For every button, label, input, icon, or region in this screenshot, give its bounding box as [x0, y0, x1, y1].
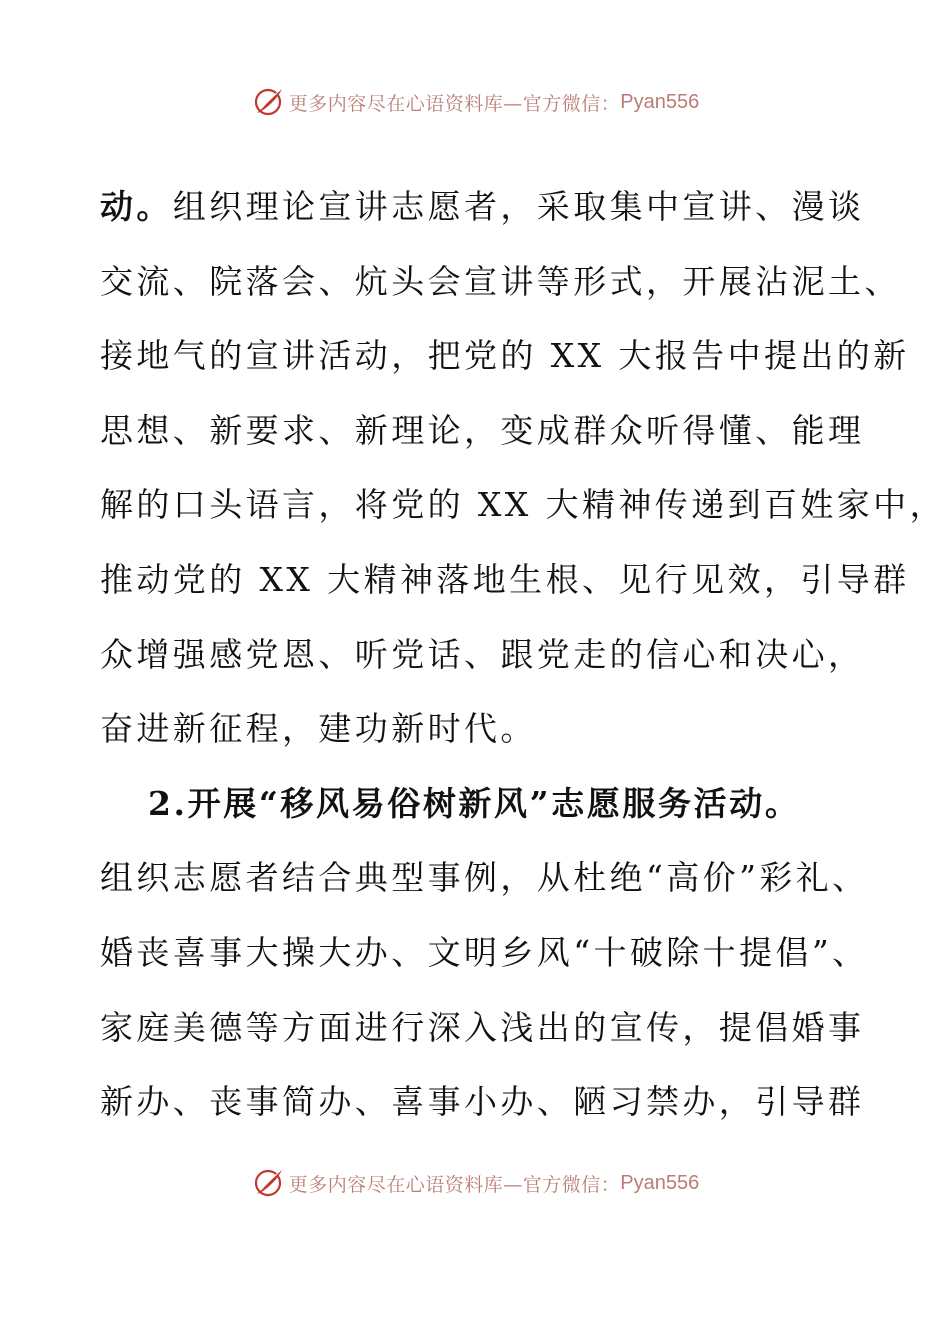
- text-line: 推动党的 XX 大精神落地生根、见行见效，引导群: [100, 559, 910, 599]
- watermark-wechat-id: Pyan556: [620, 90, 700, 113]
- quill-logo-icon: [251, 1166, 285, 1200]
- text-line: 新办、丧事简办、喜事小办、陋习禁办，引导群: [100, 1082, 865, 1122]
- text-line: 家庭美德等方面进行深入浅出的宣传，提倡婚事: [100, 1007, 865, 1047]
- footer-watermark: [0, 1163, 950, 1203]
- bold-lead: 动。: [100, 187, 173, 226]
- text-line: 奋进新征程，建功新时代。: [100, 709, 537, 749]
- text-line: 组织志愿者结合典型事例，从杜绝“高价”彩礼、: [100, 858, 869, 898]
- quill-logo-icon: [251, 85, 285, 119]
- text-line: 婚丧喜事大操大办、文明乡风“十破除十提倡”、: [100, 932, 869, 972]
- header-watermark: [0, 82, 950, 122]
- text-line: 交流、院落会、炕头会宣讲等形式，开展沾泥土、: [100, 261, 901, 301]
- text-line: [100, 170, 880, 245]
- text-line: 思想、新要求、新理论，变成群众听得懂、能理: [100, 410, 865, 450]
- line-text: 组织理论宣讲志愿者，采取集中宣讲、漫谈: [172, 187, 865, 226]
- section-heading: 2.开展“移风易俗树新风”志愿服务活动。: [148, 783, 801, 823]
- watermark-wechat-id: Pyan556: [620, 1171, 700, 1194]
- text-line: 接地气的宣讲活动，把党的 XX 大报告中提出的新: [100, 336, 910, 376]
- text-line: 解的口头语言，将党的 XX 大精神传递到百姓家中，: [100, 485, 946, 525]
- watermark-text: 更多内容尽在心语资料库—官方微信：: [288, 92, 621, 115]
- watermark-text: 更多内容尽在心语资料库—官方微信：: [288, 1173, 621, 1196]
- document-body: [100, 170, 946, 1140]
- text-line: 众增强感党恩、听党话、跟党走的信心和决心，: [100, 634, 865, 674]
